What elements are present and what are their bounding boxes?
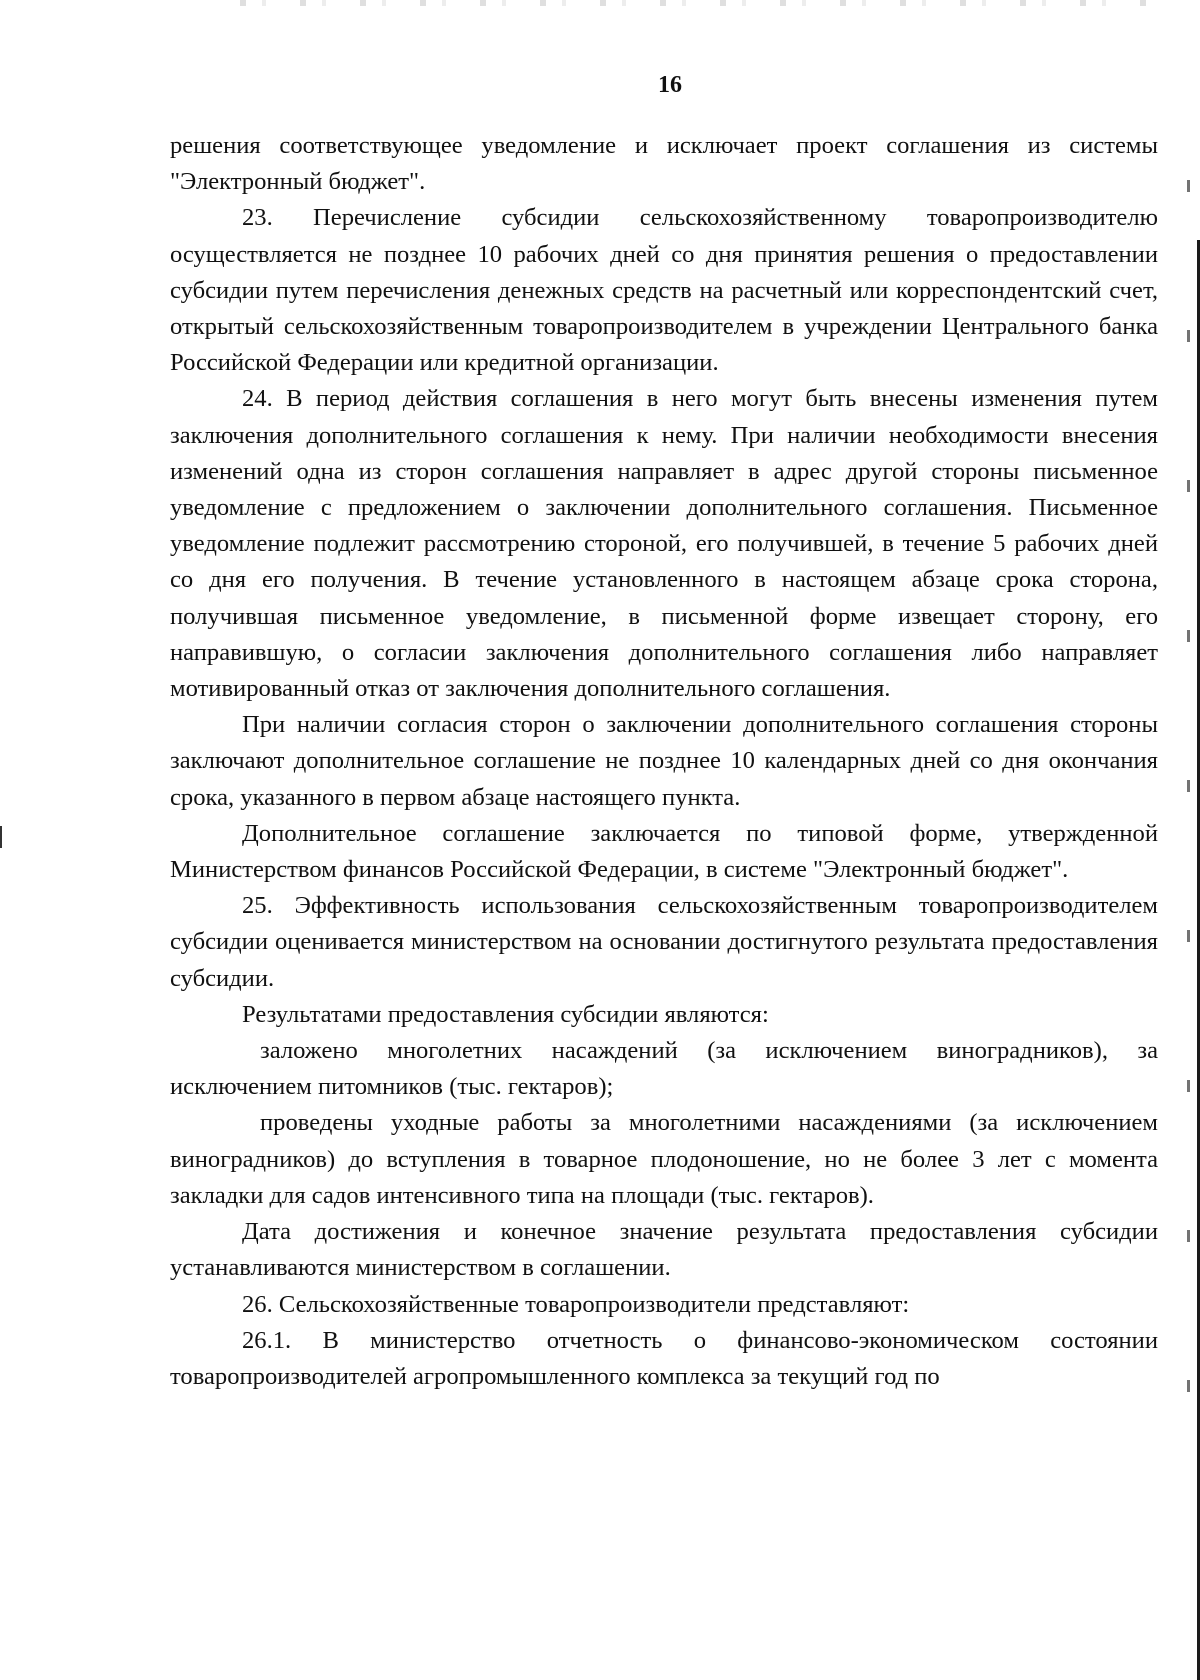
paragraph-item-25: 25. Эффективность использования сельскохозяйственным товаропроизводителем субсидии оценивается министерством на основании достигнутого результата предоставления субсидии. [170,892,1158,992]
paragraph-continuation: решения соответствующее уведомление и исключает проект соглашения из системы "Электронный бюджет". [170,132,1158,196]
document-body [170,128,1158,1395]
paragraph-item-23: 23. Перечисление субсидии сельскохозяйственному товаропроизводителю осуществляется не позднее 10 рабочих дней со дня принятия решения о предоставлении субсидии путем перечисления денежных средств на расчетный или корреспондентский счет, открытый сельскохозяйственным товаропроизводителем в учреждении Центрального банка Российской Федерации или кредитной организации. [170,204,1158,377]
paragraph-result-maintenance: проведены уходные работы за многолетними насаждениями (за исключением виноградников) до вступления в товарное плодоношение, но не более 3 лет с момента закладки для садов интенсивного типа на площади (тыс. гектаров). [170,1109,1158,1209]
paragraph-standard-form: Дополнительное соглашение заключается по типовой форме, утвержденной Министерством финансов Российской Федерации, в системе "Электронный бюджет". [170,819,1158,884]
paragraph-item-26: 26. Сельскохозяйственные товаропроизводители представляют: [242,1290,910,1318]
scan-right-marks [1187,180,1190,1480]
paragraph-agreement-consent: При наличии согласия сторон о заключении дополнительного соглашения стороны заключают дополнительное соглашение не позднее 10 календарных дней со дня окончания срока, указанного в первом абзаце настоящего пункта. [170,711,1158,811]
paragraph-result-planted: заложено многолетних насаждений (за исключением виноградников), за исключением питомников (тыс. гектаров); [170,1037,1158,1101]
paragraph-item-26-1: 26.1. В министерство отчетность о финансово-экономическом состоянии товаропроизводителей агропромышленного комплекса за текущий год по [170,1326,1158,1390]
page-number: 16 [658,72,682,98]
scan-left-mark [0,826,2,848]
paragraph-result-deadline: Дата достижения и конечное значение результата предоставления субсидии устанавливаются министерством в соглашении. [170,1218,1158,1282]
paragraph-item-24: 24. В период действия соглашения в него могут быть внесены изменения путем заключения дополнительного соглашения к нему. При наличии необходимости внесения изменений одна из сторон соглашения направляет в адрес другой стороны письменное уведомление с предложением о заключении дополнительного соглашения. Письменное уведомление подлежит рассмотрению стороной, его получившей, в течение 5 рабочих дней со дня его получения. В течение установленного в настоящем абзаце срока сторона, получившая письменное уведомление, в письменной форме извещает сторону, его направившую, о согласии заключения дополнительного соглашения либо направляет мотивированный отказ от заключения дополнительного соглашения. [170,385,1158,703]
paragraph-results-heading: Результатами предоставления субсидии являются: [242,1000,769,1028]
scan-top-noise [240,0,1160,6]
